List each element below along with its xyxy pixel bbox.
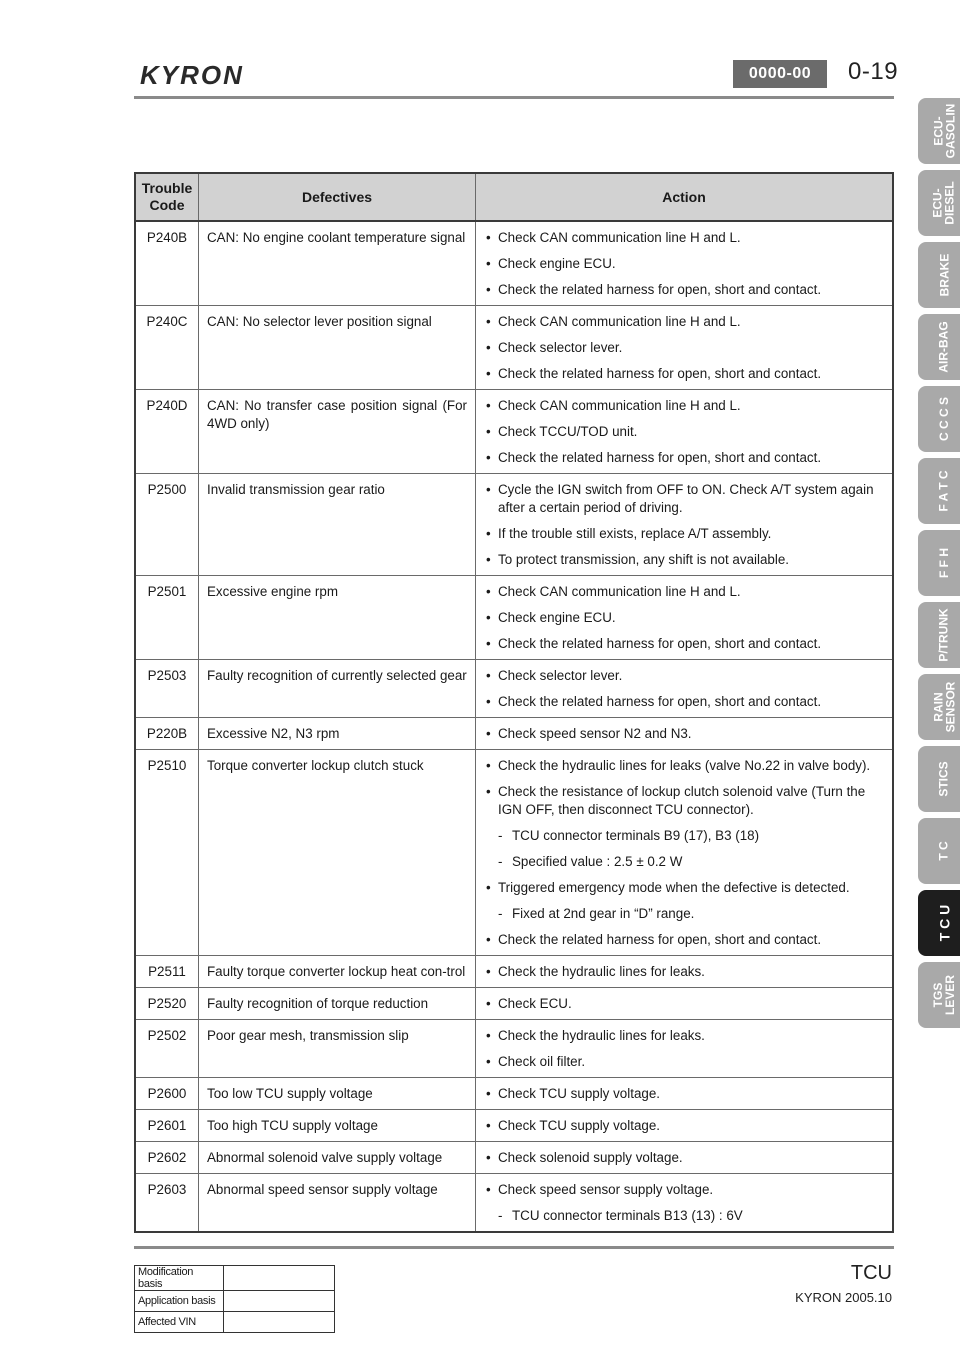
side-tab-label: C C C S: [936, 396, 951, 442]
action-cell: [476, 1174, 894, 1233]
action-cell: [476, 1020, 894, 1078]
trouble-code-cell: P2511: [135, 956, 199, 988]
modification-label: Affected VIN: [135, 1312, 224, 1333]
defective-cell: Too high TCU supply voltage: [199, 1110, 476, 1142]
action-bullet-item: • Check the related harness for open, short and contact.: [484, 365, 884, 383]
footer-divider: [134, 1246, 894, 1249]
action-sub-item: - Specified value : 2.5 ± 0.2 W: [484, 853, 884, 871]
trouble-code-cell: P2501: [135, 576, 199, 660]
footer-model-date: KYRON 2005.10: [795, 1290, 892, 1305]
action-bullet-item: • Check TCU supply voltage.: [484, 1085, 884, 1103]
side-tab-label: P/TRUNK: [937, 608, 951, 662]
action-bullet-item: • Check speed sensor supply voltage.: [484, 1181, 884, 1199]
defective-cell: Too low TCU supply voltage: [199, 1078, 476, 1110]
brand-text: KYRON: [140, 62, 244, 88]
side-tab-label: T C U: [936, 904, 952, 942]
table-row: [135, 956, 893, 988]
action-bullet-item: • Check the related harness for open, short and contact.: [484, 635, 884, 653]
table-row: [135, 718, 893, 750]
table-header-row: [135, 173, 893, 221]
modification-row: [135, 1291, 335, 1312]
action-cell: [476, 988, 894, 1020]
table-row: [135, 390, 893, 474]
defective-cell: CAN: No transfer case position signal (For 4WD only): [199, 390, 476, 474]
side-tab-p-trunk[interactable]: [918, 602, 960, 668]
action-bullet-item: • Check speed sensor N2 and N3.: [484, 725, 884, 743]
modification-row: [135, 1266, 335, 1291]
defective-cell: Faulty recognition of torque reduction: [199, 988, 476, 1020]
defective-cell: Torque converter lockup clutch stuck: [199, 750, 476, 956]
section-code-badge: 0000-00: [733, 60, 827, 88]
defective-cell: Abnormal speed sensor supply voltage: [199, 1174, 476, 1233]
kyron-logo: [140, 62, 282, 88]
action-bullet-item: • Check the resistance of lockup clutch solenoid valve (Turn the IGN OFF, then disconnect TCU connector).: [484, 783, 884, 819]
action-bullet-item: • Check the related harness for open, short and contact.: [484, 281, 884, 299]
modification-value: [224, 1312, 335, 1333]
side-tab-stics[interactable]: [918, 746, 960, 812]
trouble-code-cell: P2520: [135, 988, 199, 1020]
table-row: [135, 1142, 893, 1174]
table-row: [135, 576, 893, 660]
action-bullet-item: • Check CAN communication line H and L.: [484, 229, 884, 247]
modification-row: [135, 1312, 335, 1333]
trouble-code-cell: P2510: [135, 750, 199, 956]
action-cell: [476, 956, 894, 988]
action-cell: [476, 660, 894, 718]
action-cell: [476, 1110, 894, 1142]
action-bullet-item: • Check engine ECU.: [484, 609, 884, 627]
side-tab-label: TGS LEVER: [930, 974, 957, 1016]
modification-value: [224, 1291, 335, 1312]
modification-value: [224, 1266, 335, 1291]
trouble-code-cell: P2503: [135, 660, 199, 718]
action-cell: [476, 390, 894, 474]
action-bullet-item: • Check the hydraulic lines for leaks (valve No.22 in valve body).: [484, 757, 884, 775]
trouble-code-cell: P2601: [135, 1110, 199, 1142]
action-cell: [476, 576, 894, 660]
action-bullet-item: • Check CAN communication line H and L.: [484, 313, 884, 331]
header-defectives: Defectives: [199, 173, 476, 221]
side-tab-label: STICS: [937, 761, 951, 797]
action-bullet-item: • Check solenoid supply voltage.: [484, 1149, 884, 1167]
action-bullet-item: • Triggered emergency mode when the defective is detected.: [484, 879, 884, 897]
side-tab-label: AIR-BAG: [936, 321, 951, 373]
defective-cell: Abnormal solenoid valve supply voltage: [199, 1142, 476, 1174]
page-number: 0-19: [848, 58, 899, 85]
action-bullet-item: • Check TCU supply voltage.: [484, 1117, 884, 1135]
action-sub-item: - Fixed at 2nd gear in “D” range.: [484, 905, 884, 923]
action-bullet-item: • Check oil filter.: [484, 1053, 884, 1071]
side-tab-ecu-diesel[interactable]: [918, 170, 960, 236]
action-bullet-item: • Check the related harness for open, short and contact.: [484, 449, 884, 467]
side-tab-label: ECU- GASOLIN: [931, 103, 958, 159]
modification-label: Application basis: [135, 1291, 224, 1312]
trouble-code-table: [134, 172, 894, 1233]
trouble-code-cell: P2502: [135, 1020, 199, 1078]
header-trouble-code-line: Trouble: [141, 180, 193, 196]
table-row: [135, 660, 893, 718]
trouble-code-cell: P220B: [135, 718, 199, 750]
action-bullet-item: • Check the hydraulic lines for leaks.: [484, 963, 884, 981]
action-cell: [476, 1078, 894, 1110]
action-bullet-item: • Check selector lever.: [484, 667, 884, 685]
side-tab-label: BRAKE: [936, 253, 951, 297]
side-tab-label: ECU- DIESEL: [931, 181, 957, 225]
trouble-code-cell: P2603: [135, 1174, 199, 1233]
side-tab-t-c[interactable]: [918, 818, 960, 884]
action-cell: [476, 306, 894, 390]
action-cell: [476, 474, 894, 576]
defective-cell: CAN: No selector lever position signal: [199, 306, 476, 390]
defective-cell: Excessive N2, N3 rpm: [199, 718, 476, 750]
action-bullet-item: • Check the related harness for open, short and contact.: [484, 693, 884, 711]
side-tab-f-f-h[interactable]: [918, 530, 960, 596]
table-row: [135, 1020, 893, 1078]
header-divider: [134, 96, 894, 99]
action-bullet-item: • Check engine ECU.: [484, 255, 884, 273]
table-row: [135, 1078, 893, 1110]
header-action: Action: [476, 173, 894, 221]
header-trouble-code: [135, 173, 199, 221]
action-bullet-item: • Check the related harness for open, short and contact.: [484, 931, 884, 949]
action-sub-item: - TCU connector terminals B13 (13) : 6V: [484, 1207, 884, 1225]
defective-cell: Invalid transmission gear ratio: [199, 474, 476, 576]
table-body: [135, 221, 893, 1232]
table-row: [135, 1174, 893, 1233]
defective-cell: CAN: No engine coolant temperature signal: [199, 221, 476, 306]
action-cell: [476, 1142, 894, 1174]
trouble-code-cell: P2602: [135, 1142, 199, 1174]
side-tab-rain-sensor[interactable]: [918, 674, 960, 740]
header-trouble-code-line: Code: [149, 197, 185, 213]
side-tab-label: T C: [937, 841, 951, 861]
table-row: [135, 1110, 893, 1142]
trouble-code-cell: P240C: [135, 306, 199, 390]
side-tab-f-a-t-c[interactable]: [918, 458, 960, 524]
side-tab-brake[interactable]: [918, 242, 960, 308]
action-bullet-item: • Check CAN communication line H and L.: [484, 397, 884, 415]
defective-cell: Faulty torque converter lockup heat con-trol: [199, 956, 476, 988]
table-row: [135, 221, 893, 306]
table-row: [135, 474, 893, 576]
action-bullet-item: • Check CAN communication line H and L.: [484, 583, 884, 601]
footer-section-name: TCU: [850, 1262, 892, 1284]
trouble-code-cell: P240B: [135, 221, 199, 306]
modification-table: [134, 1265, 335, 1333]
action-cell: [476, 718, 894, 750]
defective-cell: Excessive engine rpm: [199, 576, 476, 660]
trouble-code-cell: P2600: [135, 1078, 199, 1110]
action-sub-item: - TCU connector terminals B9 (17), B3 (18): [484, 827, 884, 845]
defective-cell: Faulty recognition of currently selected gear: [199, 660, 476, 718]
side-tab-ecu-gasolin[interactable]: [918, 98, 960, 164]
trouble-code-cell: P2500: [135, 474, 199, 576]
action-bullet-item: • Check the hydraulic lines for leaks.: [484, 1027, 884, 1045]
action-bullet-item: • If the trouble still exists, replace A/T assembly.: [484, 525, 884, 543]
side-tab-label: F A T C: [936, 470, 951, 512]
side-tab-label: F F H: [937, 548, 951, 578]
table-row: [135, 988, 893, 1020]
side-tab-air-bag[interactable]: [918, 314, 960, 380]
side-tab-c-c-c-s[interactable]: [918, 386, 960, 452]
action-bullet-item: • Check ECU.: [484, 995, 884, 1013]
modification-label: Modification basis: [135, 1266, 224, 1291]
side-tab-t-c-u[interactable]: [918, 890, 960, 956]
side-tab-label: RAIN SENSOR: [931, 681, 957, 733]
action-cell: [476, 750, 894, 956]
action-bullet-item: • Check TCCU/TOD unit.: [484, 423, 884, 441]
action-cell: [476, 221, 894, 306]
table-row: [135, 306, 893, 390]
action-bullet-item: • Check selector lever.: [484, 339, 884, 357]
table-row: [135, 750, 893, 956]
action-bullet-item: • To protect transmission, any shift is not available.: [484, 551, 884, 569]
action-bullet-item: • Cycle the IGN switch from OFF to ON. Check A/T system again after a certain period of driving.: [484, 481, 884, 517]
defective-cell: Poor gear mesh, transmission slip: [199, 1020, 476, 1078]
trouble-code-cell: P240D: [135, 390, 199, 474]
side-tab-tgs-lever[interactable]: [918, 962, 960, 1028]
